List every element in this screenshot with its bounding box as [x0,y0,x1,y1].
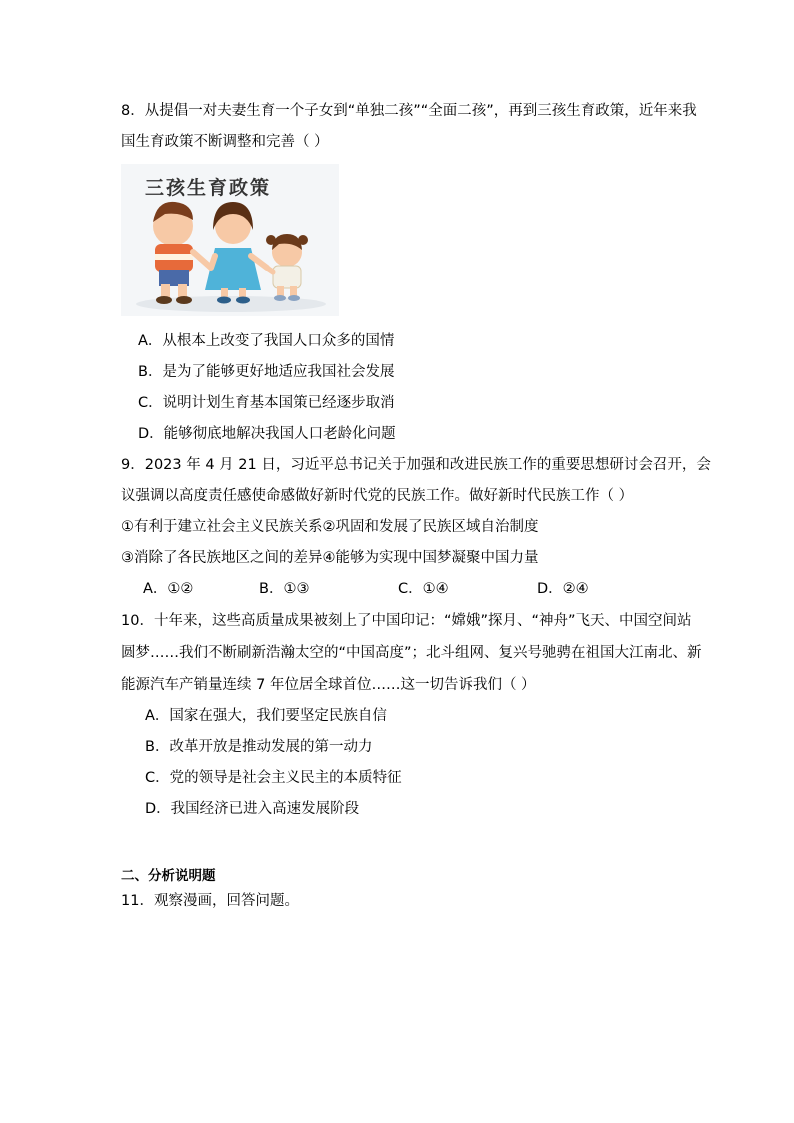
q9-option-b: B．①③ [259,581,310,597]
q9-option-d: D．②④ [537,581,589,597]
q10-option-c: C．党的领导是社会主义民主的本质特征 [145,770,402,786]
q9-stem-line1: 9．2023 年 4 月 21 日，习近平总书记关于加强和改进民族工作的重要思想研讨会召开，会 [121,457,711,473]
q9-option-a: A．①② [143,581,194,597]
q9-stem-line2: 议强调以高度责任感使命感做好新时代党的民族工作。做好新时代民族工作（ ） [121,488,634,504]
q8-stem-line2: 国生育政策不断调整和完善（ ） [121,134,329,150]
q8-stem-line1: 8．从提倡一对夫妻生育一个子女到“单独二孩”“全面二孩”，再到三孩生育政策，近年来我 [121,103,697,119]
q10-option-b: B．改革开放是推动发展的第一动力 [145,739,373,755]
q8-option-b: B．是为了能够更好地适应我国社会发展 [138,364,395,380]
q8-option-a: A．从根本上改变了我国人口众多的国情 [138,333,395,349]
q10-stem-line3: 能源汽车产销量连续 7 年位居全球首位……这一切告诉我们（ ） [121,677,536,693]
q11-stem: 11．观察漫画，回答问题。 [121,893,299,909]
q8-option-d: D．能够彻底地解决我国人口老龄化问题 [138,426,396,442]
q9-statements-line2: ③消除了各民族地区之间的差异④能够为实现中国梦凝聚中国力量 [121,550,539,566]
q10-option-a: A．国家在强大，我们要坚定民族自信 [145,708,387,724]
q10-stem-line2: 圆梦……我们不断刷新浩瀚太空的“中国高度”；北斗组网、复兴号驰骋在祖国大江南北、新 [121,645,702,661]
q10-option-d: D．我国经济已进入高速发展阶段 [145,801,360,817]
q8-option-c: C．说明计划生育基本国策已经逐步取消 [138,395,395,411]
section-heading: 二、分析说明题 [121,868,216,884]
illustration-caption: 三孩生育政策 [145,177,272,199]
q9-statements-line1: ①有利于建立社会主义民族关系②巩固和发展了民族区域自治制度 [121,519,539,535]
q9-option-c: C．①④ [398,581,449,597]
three-child-policy-illustration [121,164,339,316]
q10-stem-line1: 10．十年来，这些高质量成果被刻上了中国印记：“嫦娥”探月、“神舟”飞天、中国空间站 [121,613,692,629]
